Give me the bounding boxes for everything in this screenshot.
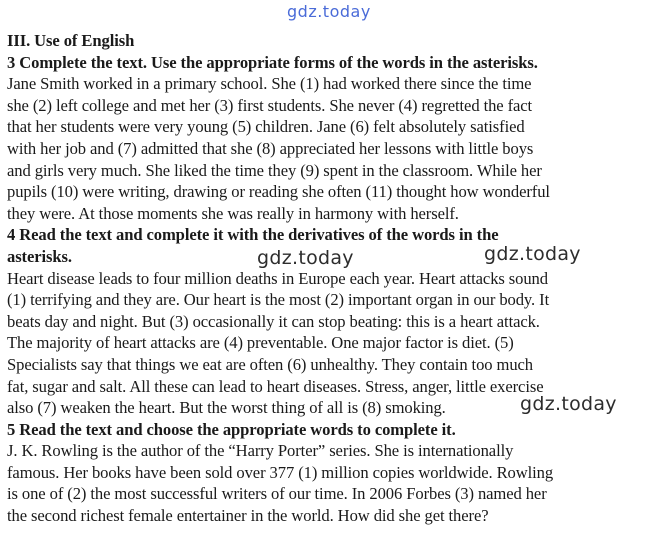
exercise-5-text-line: J. K. Rowling is the author of the “Harry Porter” series. She is internationally: [7, 441, 514, 461]
exercise-4-text-line: also (7) weaken the heart. But the worst thing of all is (8) smoking.: [7, 398, 446, 418]
exercise-4-instruction: asterisks.: [7, 246, 72, 266]
exercise-3-text-line: Jane Smith worked in a primary school. She (1) had worked there since the time: [7, 74, 532, 94]
exercise-5-text-line: is one of (2) the most successful writers of our time. In 2006 Forbes (3) named her: [7, 484, 547, 504]
watermark-lower-right: gdz.today: [520, 393, 617, 415]
exercise-4-text-line: beats day and night. But (3) occasionally it can stop beating: this is a heart attack.: [7, 311, 540, 331]
section-heading: III. Use of English: [7, 31, 135, 50]
watermark-top: gdz.today: [287, 2, 371, 21]
exercise-3-text-line: with her job and (7) admitted that she (8) appreciated her lessons with little boys: [7, 138, 534, 158]
exercise-4-instruction: 4 Read the text and complete it with the derivatives of the words in the: [7, 225, 499, 245]
exercise-4-text-line: Specialists say that things we eat are often (6) unhealthy. They contain too much: [7, 354, 533, 374]
exercise-4-text-line: The majority of heart attacks are (4) preventable. One major factor is diet. (5): [7, 333, 514, 353]
exercise-3-text-line: pupils (10) were writing, drawing or reading she often (11) thought how wonderful: [7, 182, 550, 202]
exercise-3-text-line: they were. At those moments she was really in harmony with herself.: [7, 203, 459, 223]
exercise-3-instruction: 3 Complete the text. Use the appropriate forms of the words in the asterisks.: [7, 52, 538, 72]
exercise-4-text-line: (1) terrifying and they are. Our heart is the most (2) important organ in our body. It: [7, 290, 550, 310]
watermark-mid-right: gdz.today: [484, 243, 581, 265]
exercise-3-text-line: she (2) left college and met her (3) first students. She never (4) regretted the fact: [7, 95, 533, 115]
exercise-5-instruction: 5 Read the text and choose the appropriate words to complete it.: [7, 419, 456, 439]
exercise-5-text-line: the second richest female entertainer in the world. How did she get there?: [7, 506, 489, 526]
exercise-3-text-line: and girls very much. She liked the time they (9) spent in the classroom. While her: [7, 160, 542, 180]
exercise-3-text-line: that her students were very young (5) children. Jane (6) felt absolutely satisfied: [7, 117, 525, 137]
exercise-5-text-line: famous. Her books have been sold over 377 (1) million copies worldwide. Rowling: [7, 462, 554, 482]
exercise-4-text-line: fat, sugar and salt. All these can lead to heart diseases. Stress, anger, little exercise: [7, 376, 544, 396]
watermark-mid-left: gdz.today: [257, 247, 354, 269]
exercise-4-text-line: Heart disease leads to four million deaths in Europe each year. Heart attacks sound: [7, 268, 548, 288]
document-body: [7, 30, 652, 527]
